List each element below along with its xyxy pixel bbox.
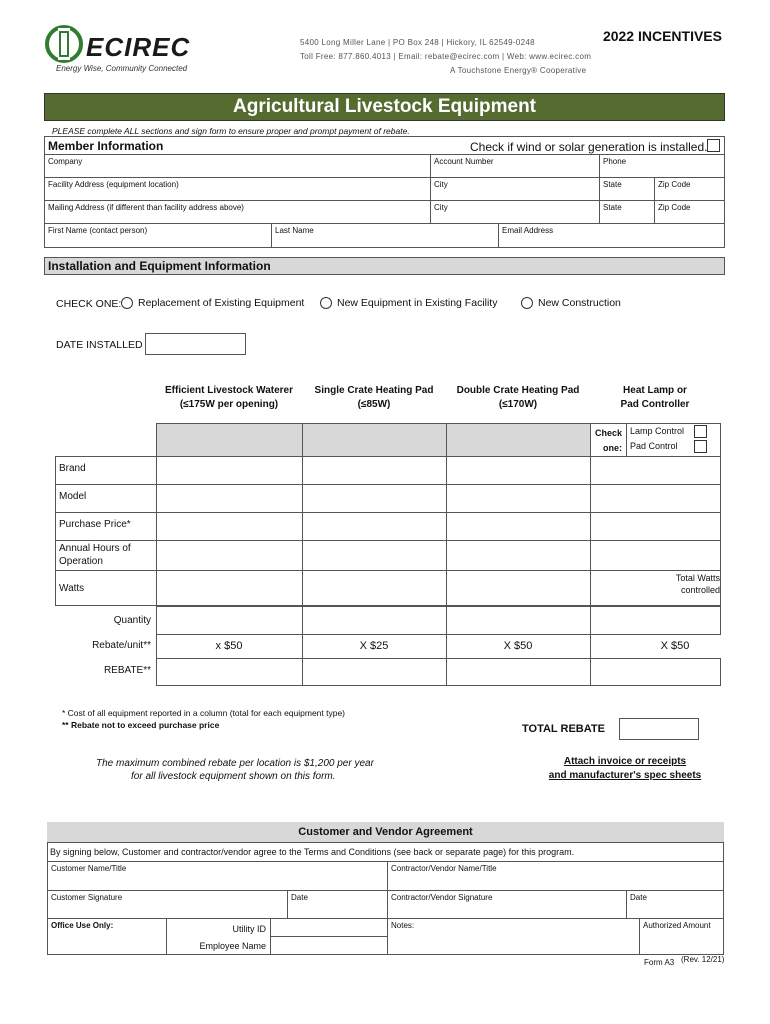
phone-field[interactable]: Phone <box>599 154 725 178</box>
install-heading: Installation and Equipment Information <box>48 259 271 273</box>
vendor-signature-field[interactable]: Contractor/Vendor Signature <box>387 890 627 919</box>
col-line <box>156 606 157 686</box>
footnote-cost: * Cost of all equipment reported in a column (total for each equipment type) <box>62 708 346 718</box>
form-title-banner: Agricultural Livestock Equipment <box>44 93 725 121</box>
address-line-2: Toll Free: 877.860.4013 | Email: rebate@ecirec.com | Web: www.ecirec.com <box>300 52 592 61</box>
footnote-rebate: ** Rebate not to exceed purchase price <box>62 720 220 730</box>
employee-name-input[interactable] <box>270 936 388 955</box>
mailing-state-field[interactable]: State <box>599 200 655 224</box>
radio-replacement[interactable] <box>121 297 133 309</box>
option-replacement[interactable]: Replacement of Existing Equipment <box>121 297 304 309</box>
hours-label: Annual Hours of Operation <box>59 543 131 567</box>
notes-field[interactable]: Notes: <box>387 918 640 955</box>
option-new-existing[interactable]: New Equipment in Existing Facility <box>320 297 497 309</box>
customer-date-field[interactable]: Date <box>287 890 388 919</box>
vendor-date-field[interactable]: Date <box>626 890 724 919</box>
row-line <box>55 570 721 571</box>
model-label: Model <box>59 491 87 502</box>
total-rebate-label: TOTAL REBATE <box>522 723 605 735</box>
agreement-heading: Customer and Vendor Agreement <box>47 822 724 843</box>
address-line-1: 5400 Long Miller Lane | PO Box 248 | Hickory, IL 62549-0248 <box>300 38 535 47</box>
logo-text: ECIREC <box>86 32 191 62</box>
lamp-control-label: Lamp Control <box>630 426 685 436</box>
wind-solar-checkbox[interactable] <box>707 139 720 152</box>
col-line <box>446 606 447 686</box>
brand-label: Brand <box>59 463 86 474</box>
last-name-field[interactable]: Last Name <box>271 223 499 248</box>
vendor-name-field[interactable]: Contractor/Vendor Name/Title <box>387 861 724 891</box>
check-one-label: CHECK ONE: <box>56 298 122 310</box>
first-name-field[interactable]: First Name (contact person) <box>44 223 272 248</box>
wind-solar-label: Check if wind or solar generation is installed. <box>470 140 708 154</box>
col-line <box>156 456 157 606</box>
gray-cell-1 <box>156 423 303 457</box>
row-line <box>156 634 721 635</box>
rebate-row[interactable] <box>156 658 721 686</box>
row-line <box>55 484 721 485</box>
account-number-field[interactable]: Account Number <box>430 154 600 178</box>
facility-zip-field[interactable]: Zip Code <box>654 177 725 201</box>
col-line <box>590 606 591 686</box>
radio-new-construction[interactable] <box>521 297 533 309</box>
instruction-note: PLEASE complete ALL sections and sign form to ensure proper and prompt payment of rebate. <box>52 126 410 136</box>
quantity-row[interactable] <box>156 606 721 635</box>
row-line <box>55 540 721 541</box>
customer-signature-field[interactable]: Customer Signature <box>47 890 288 919</box>
col-single-crate-head: Single Crate Heating Pad (≤85W) <box>314 385 434 410</box>
utility-id-input[interactable] <box>270 918 388 937</box>
divider <box>626 423 627 457</box>
agreement-text: By signing below, Customer and contractor/vendor agree to the Terms and Conditions (see back or separate page) for this program. <box>50 847 575 857</box>
utility-id-label: Utility ID <box>232 924 266 934</box>
option-new-construction[interactable]: New Construction <box>521 297 621 309</box>
heat-lamp-rate: X $50 <box>660 640 690 652</box>
incentives-title: 2022 INCENTIVES <box>602 28 722 44</box>
mailing-city-field[interactable]: City <box>430 200 600 224</box>
ecirec-logo-icon <box>44 24 84 64</box>
company-field[interactable]: Company <box>44 154 431 178</box>
pad-control-checkbox[interactable] <box>694 440 707 453</box>
facility-address-field[interactable]: Facility Address (equipment location) <box>44 177 431 201</box>
col-heat-lamp-head: Heat Lamp or Pad Controller <box>620 385 690 410</box>
price-label: Purchase Price* <box>59 519 131 530</box>
rebate-label: REBATE** <box>103 665 151 676</box>
attach-note: Attach invoice or receipts and manufacturer's spec sheets <box>548 756 702 781</box>
waterer-rate: x $50 <box>215 640 243 652</box>
double-crate-rate: X $50 <box>503 640 533 652</box>
email-field[interactable]: Email Address <box>498 223 725 248</box>
single-crate-rate: X $25 <box>359 640 389 652</box>
authorized-amount-field[interactable]: Authorized Amount <box>639 918 724 955</box>
form-id: Form A3 <box>644 958 675 967</box>
member-heading: Member Information <box>48 139 164 153</box>
col-line <box>590 456 591 606</box>
watts-label: Watts <box>59 583 85 594</box>
row-line <box>55 512 721 513</box>
col-waterer-head: Efficient Livestock Waterer (≤175W per opening) <box>164 385 293 410</box>
date-installed-input[interactable] <box>145 333 246 355</box>
facility-state-field[interactable]: State <box>599 177 655 201</box>
mailing-address-field[interactable]: Mailing Address (if different than facility address above) <box>44 200 431 224</box>
facility-city-field[interactable]: City <box>430 177 600 201</box>
employee-name-label: Employee Name <box>199 941 266 951</box>
col-line <box>446 456 447 606</box>
customer-name-field[interactable]: Customer Name/Title <box>47 861 388 891</box>
revision: (Rev. 12/21) <box>681 955 725 964</box>
max-rebate-line2: for all livestock equipment shown on this form. <box>131 771 336 782</box>
lamp-control-checkbox[interactable] <box>694 425 707 438</box>
mailing-zip-field[interactable]: Zip Code <box>654 200 725 224</box>
radio-new-existing[interactable] <box>320 297 332 309</box>
gray-cell-2 <box>302 423 447 457</box>
check-one-label-cell: Check one: <box>594 428 622 453</box>
col-line <box>302 606 303 686</box>
quantity-label: Quantity <box>113 615 151 626</box>
max-rebate-line1: The maximum combined rebate per location is $1,200 per year <box>96 758 374 769</box>
pad-control-label: Pad Control <box>630 441 678 451</box>
office-use-cell: Office Use Only: <box>47 918 167 955</box>
rebate-unit-label: Rebate/unit** <box>92 640 151 651</box>
tagline: Energy Wise, Community Connected <box>56 64 188 73</box>
total-watts-label: Total Watts controlled <box>675 573 720 595</box>
address-line-3: A Touchstone Energy® Cooperative <box>450 66 587 75</box>
col-double-crate-head: Double Crate Heating Pad (≤170W) <box>456 385 580 410</box>
total-rebate-input[interactable] <box>619 718 699 740</box>
col-line <box>302 456 303 606</box>
gray-cell-3 <box>446 423 591 457</box>
date-installed-label: DATE INSTALLED <box>56 339 143 351</box>
